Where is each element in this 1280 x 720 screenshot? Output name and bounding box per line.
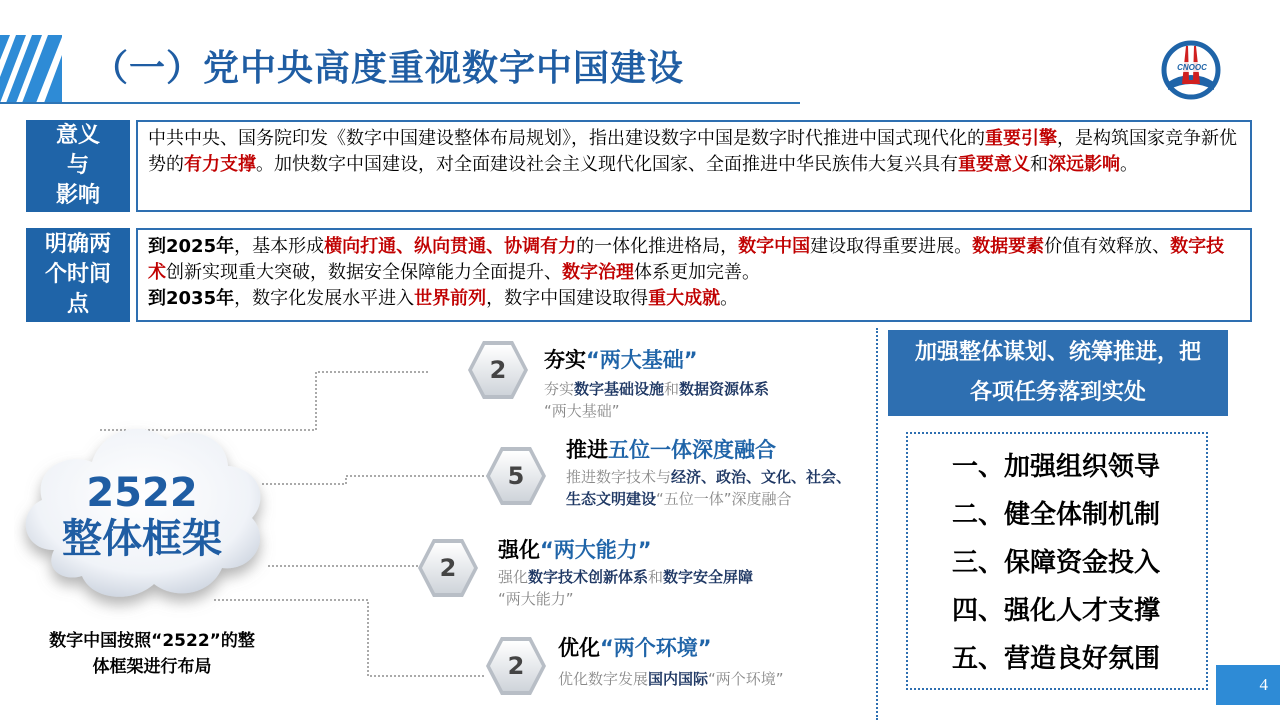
label-line: 个时间	[44, 262, 111, 287]
caption-line: 体框架进行布局	[92, 657, 212, 677]
highlight-text: 数字治理	[562, 262, 634, 283]
framework-name: 整体框架	[62, 516, 222, 562]
highlight-text: 数字中国	[738, 236, 811, 257]
text-segment: “两大基础”	[544, 402, 620, 420]
text-segment: ，基本形成	[234, 236, 325, 257]
highlight-text: 重大成就	[648, 288, 721, 309]
framework-number: 2522	[86, 470, 198, 516]
panel-heading	[888, 330, 1228, 416]
highlight-text: 重要意义	[958, 154, 1030, 175]
text-segment: “两个环境”	[708, 670, 784, 688]
text-segment: 价值有效释放、	[1044, 236, 1171, 257]
text-segment: 强化	[498, 568, 529, 586]
text-segment: 推进	[566, 438, 608, 462]
text-segment: 经济、政治、文化、社会、	[671, 468, 852, 486]
text-segment: 数字安全屏障	[663, 568, 754, 586]
item-title	[544, 344, 698, 374]
page-number: 4	[1216, 665, 1280, 705]
hexagon-number: 2	[439, 554, 457, 582]
text-segment: 建设取得重要进展。	[810, 236, 973, 257]
text-segment: 国内国际	[648, 670, 709, 688]
label-line: 点	[66, 292, 89, 317]
highlight-text: 数字技术	[148, 236, 1225, 283]
text-segment: 的一体化推进格局，	[576, 236, 739, 257]
description-line	[566, 488, 851, 510]
cnooc-logo	[1158, 38, 1224, 100]
task-item: 一、加强组织领导	[952, 452, 1161, 482]
text-segment: “五位一体”深度融合	[656, 490, 792, 508]
panel-heading-line: 各项任务落到实处	[969, 380, 1146, 405]
text-segment: 强化	[498, 538, 540, 562]
caption-line: 数字中国按照“2522”的整	[49, 631, 255, 651]
description-line	[498, 588, 753, 610]
text-segment: 和	[1030, 154, 1048, 175]
text-segment: 创新实现重大突破，数据安全保障能力全面提升、	[166, 262, 562, 283]
item-title	[498, 534, 652, 564]
text-segment: “两大能力”	[498, 590, 574, 608]
hexagon-number: 2	[489, 356, 507, 384]
text-segment: 夯实	[544, 348, 586, 372]
text-segment: 五位一体深度融合	[608, 438, 776, 462]
description-line	[558, 668, 784, 690]
item-description	[566, 466, 851, 510]
task-item: 四、强化人才支撑	[952, 596, 1161, 626]
highlight-text: 世界前列	[414, 288, 487, 309]
label-line: 明确两	[44, 232, 111, 257]
framework-caption	[22, 628, 282, 680]
label-line: 影响	[55, 183, 100, 208]
highlight-text: 数据要素	[972, 236, 1045, 257]
logo-text: CNOOC	[1177, 63, 1207, 72]
task-item: 三、保障资金投入	[952, 548, 1161, 578]
page-title: （一）党中央高度重视数字中国建设	[92, 48, 685, 89]
highlight-text: 重要引擎	[985, 128, 1057, 149]
item-title	[566, 434, 776, 464]
text-segment: 。	[720, 288, 739, 309]
text-segment: 中共中央、国务院印发《数字中国建设整体布局规划》，指出建设数字中国是数字时代推进中国式现代化的	[148, 128, 985, 149]
panel-heading-line: 加强整体谋划、统筹推进，把	[914, 340, 1201, 365]
text-segment: 数字技术创新体系	[528, 568, 649, 586]
text-segment: “两个环境”	[600, 636, 712, 660]
label-line: 与	[66, 153, 89, 178]
framework-label	[22, 470, 262, 562]
item-description	[498, 566, 753, 610]
text-segment: ，是构筑国家竞争新优势的	[148, 128, 1237, 175]
text-segment: “两大能力”	[540, 538, 652, 562]
description-line	[498, 566, 753, 588]
bold-text: 到2035年	[148, 288, 235, 309]
task-item: 五、营造良好氛围	[952, 644, 1161, 674]
text-segment: 夯实	[544, 380, 575, 398]
highlight-text: 横向打通、纵向贯通、协调有力	[324, 236, 577, 257]
description-line	[566, 466, 851, 488]
text-segment: 优化数字发展	[558, 670, 649, 688]
text-segment: 体系更加完善。	[634, 262, 760, 283]
text-segment: 推进数字技术与	[566, 468, 672, 486]
text-segment: 。加快数字中国建设，对全面建设社会主义现代化国家、全面推进中华民族伟大复兴具有	[256, 154, 958, 175]
item-description	[544, 378, 769, 422]
text-segment: 数字基础设施	[574, 380, 665, 398]
hexagon-number: 2	[507, 652, 525, 680]
label-line: 意义	[55, 123, 100, 148]
highlight-text: 深远影响	[1048, 154, 1120, 175]
text-segment: 和	[664, 380, 680, 398]
text-segment: 数据资源体系	[679, 380, 770, 398]
text-segment: 。	[1120, 154, 1138, 175]
description-line	[544, 400, 769, 422]
item-description	[558, 668, 784, 690]
panel-divider	[876, 328, 878, 720]
bold-text: 到2025年	[148, 236, 235, 257]
highlight-text: 有力支撑	[184, 154, 256, 175]
text-segment: “两大基础”	[586, 348, 698, 372]
item-title	[558, 632, 712, 662]
text-segment: ，数字中国建设取得	[486, 288, 649, 309]
text-segment: ，数字化发展水平进入	[234, 288, 415, 309]
text-segment: 生态文明建设	[566, 490, 657, 508]
text-segment: 和	[648, 568, 664, 586]
text-segment: 优化	[558, 636, 600, 660]
task-item: 二、健全体制机制	[952, 500, 1161, 530]
description-line	[544, 378, 769, 400]
hexagon-number: 5	[507, 462, 525, 490]
